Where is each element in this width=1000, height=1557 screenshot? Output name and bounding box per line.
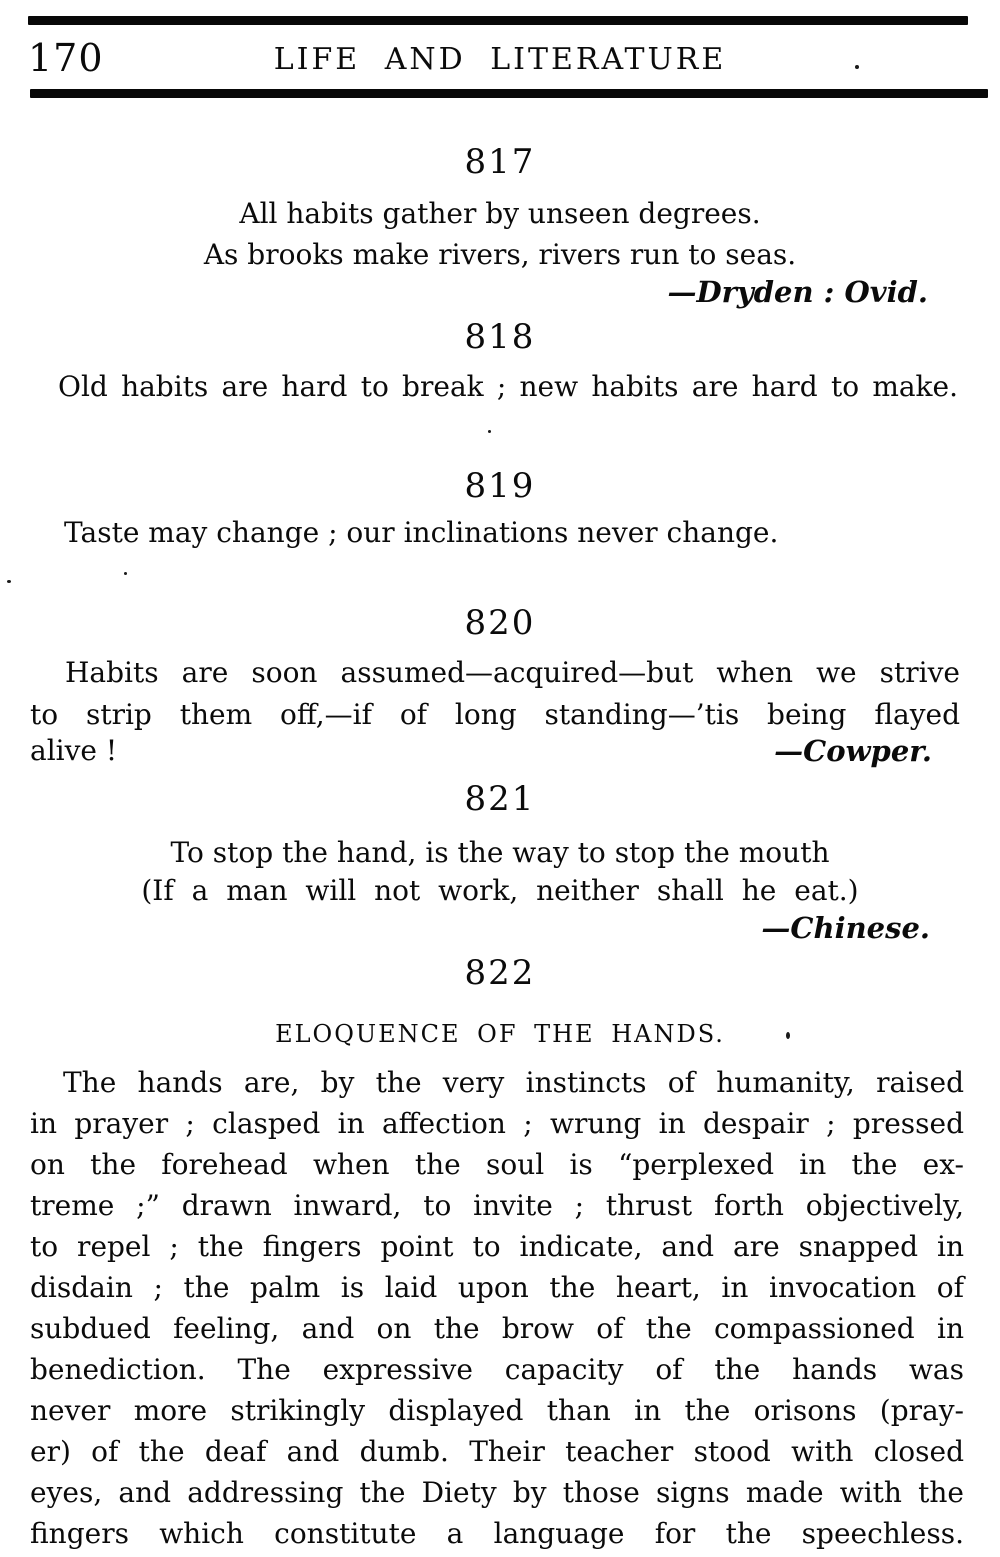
quote-820-line-3 bbox=[30, 733, 960, 769]
quote-821-line-2: (If a man will not work, neither shall he eat.) bbox=[141, 874, 859, 907]
quote-822-paragraph-line: benediction. The expressive capacity of the hands was bbox=[30, 1353, 964, 1386]
header-rule-top bbox=[28, 16, 968, 25]
quote-817-line-1: All habits gather by unseen degrees. bbox=[239, 197, 761, 230]
quote-822-paragraph-line: eyes, and addressing the Diety by those signs made with the bbox=[30, 1476, 964, 1509]
quote-820-line-2: to strip them off,—if of long standing—’tis being flayed bbox=[30, 698, 960, 731]
quote-821-number: 821 bbox=[464, 779, 536, 819]
page-number: 170 bbox=[28, 36, 104, 80]
quote-822-paragraph-line: in prayer ; clasped in affection ; wrung in despair ; pressed bbox=[30, 1107, 964, 1140]
quote-818-number: 818 bbox=[464, 317, 536, 357]
quote-822-paragraph-line: subdued feeling, and on the brow of the compassioned in bbox=[30, 1312, 964, 1345]
quote-820-number: 820 bbox=[464, 603, 536, 643]
quote-822-paragraph-line: on the forehead when the soul is “perplexed in the ex- bbox=[30, 1148, 964, 1181]
quote-820-line-1: Habits are soon assumed—acquired—but when we strive bbox=[65, 656, 960, 689]
running-title: LIFE AND LITERATURE bbox=[273, 42, 727, 77]
scan-artifact-dot bbox=[855, 65, 859, 69]
scan-artifact-dot bbox=[124, 572, 127, 575]
quote-820-attribution: —Cowper. bbox=[774, 734, 932, 768]
quote-822-paragraph-line: disdain ; the palm is laid upon the heart, in invocation of bbox=[30, 1271, 964, 1304]
quote-822-paragraph-line: er) of the deaf and dumb. Their teacher stood with closed bbox=[30, 1435, 964, 1468]
quote-817-number: 817 bbox=[464, 142, 536, 182]
quote-819-number: 819 bbox=[464, 466, 536, 506]
quote-822-paragraph-line: The hands are, by the very instincts of humanity, raised bbox=[63, 1066, 964, 1099]
quote-821-attribution: —Chinese. bbox=[761, 911, 930, 945]
quote-822-number: 822 bbox=[464, 953, 536, 993]
quote-822-paragraph-line: treme ;” drawn inward, to invite ; thrust forth objectively, bbox=[30, 1189, 964, 1222]
scan-artifact-dot bbox=[488, 430, 491, 433]
quote-821-line-1: To stop the hand, is the way to stop the mouth bbox=[170, 836, 830, 869]
scan-artifact-dot bbox=[7, 580, 11, 583]
quote-822-heading: ELOQUENCE OF THE HANDS. bbox=[275, 1020, 725, 1048]
quote-818-text: Old habits are hard to break ; new habits are hard to make. bbox=[58, 370, 958, 403]
quote-817-attribution: —Dryden : Ovid. bbox=[667, 275, 928, 309]
quote-822-paragraph-line: never more strikingly displayed than in the orisons (pray- bbox=[30, 1394, 964, 1427]
header-rule-bottom bbox=[30, 89, 988, 98]
quote-822-paragraph-line: to repel ; the fingers point to indicate, and are snapped in bbox=[30, 1230, 964, 1263]
scan-artifact-dot bbox=[786, 1032, 790, 1039]
quote-817-line-2: As brooks make rivers, rivers run to seas. bbox=[203, 238, 797, 271]
quote-819-text: Taste may change ; our inclinations never change. bbox=[64, 516, 779, 549]
quote-822-paragraph-line: fingers which constitute a language for the speechless. bbox=[30, 1517, 964, 1550]
quote-820-line-3-text: alive ! bbox=[30, 734, 118, 767]
